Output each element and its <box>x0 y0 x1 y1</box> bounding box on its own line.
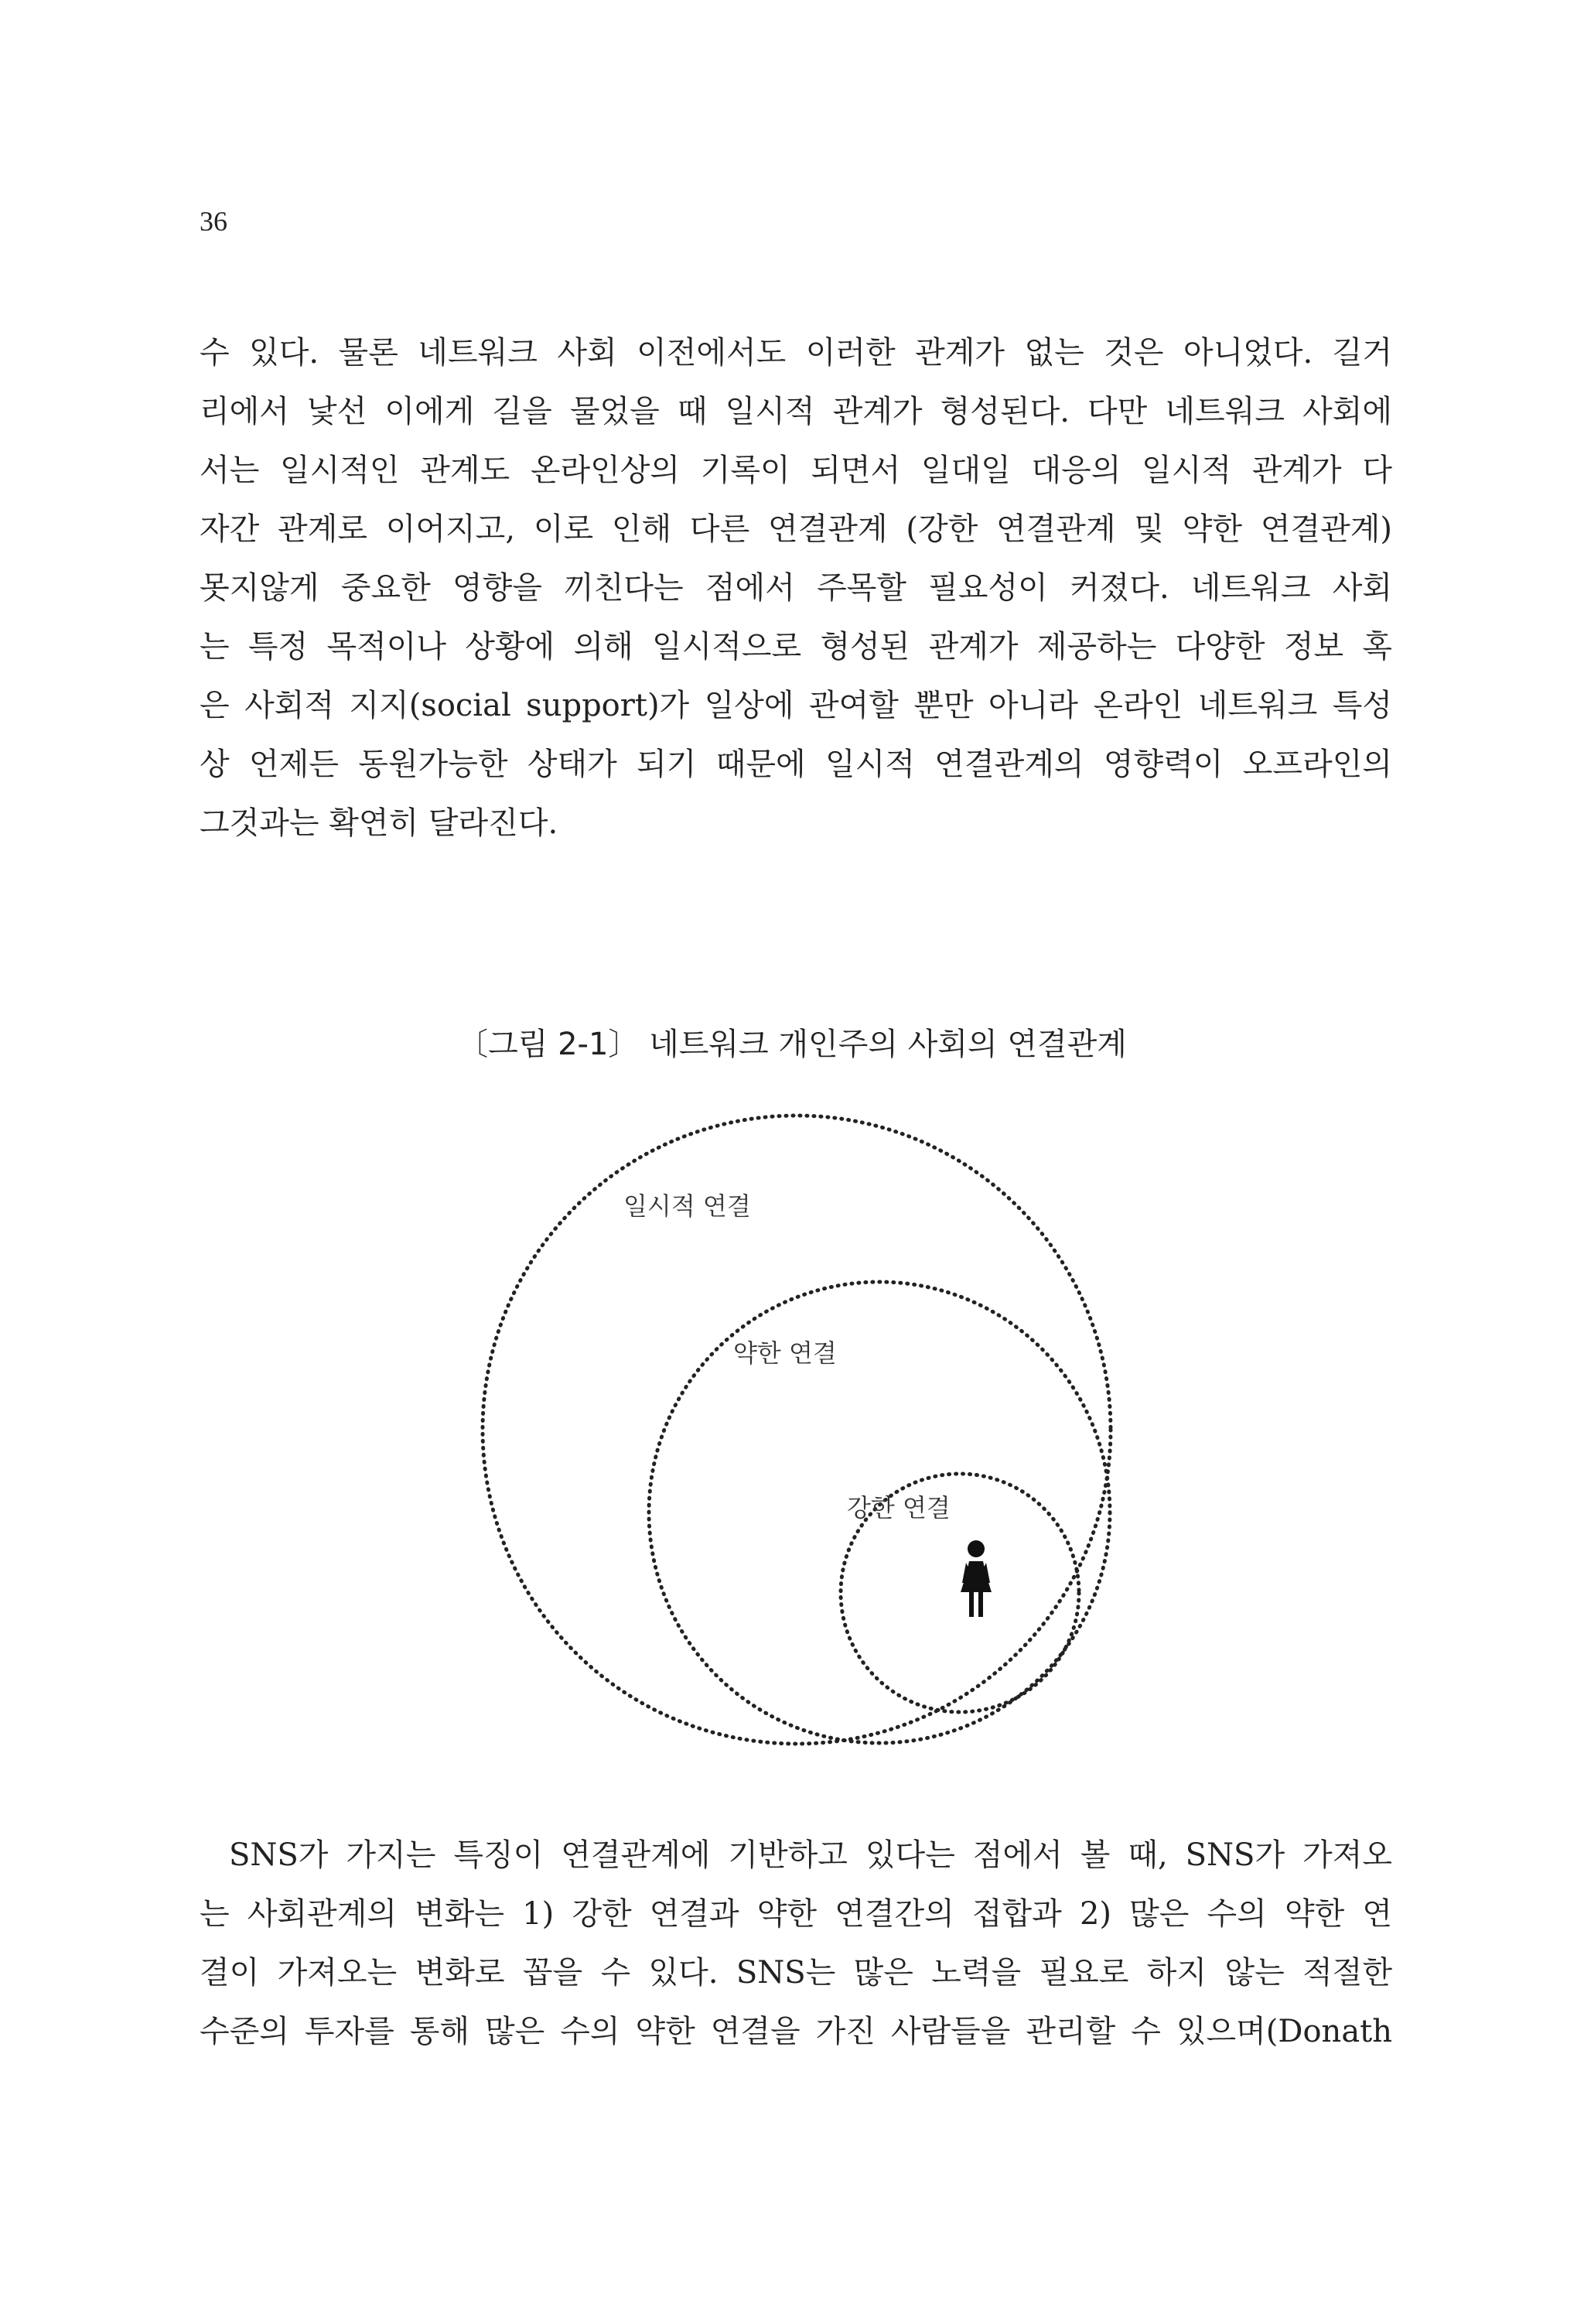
temporary-connection-circle <box>483 1116 1111 1744</box>
body-paragraph-1 <box>200 323 1392 853</box>
text-line: 수준의 투자를 통해 많은 수의 약한 연결을 가진 사람들을 관리할 수 있으며(Donath <box>200 2014 1392 2049</box>
text-line: 그것과는 확연히 달라진다. <box>200 805 558 841</box>
connection-circles-figure <box>480 1106 1145 1756</box>
weak-connection-label: 약한 연결 <box>733 1338 837 1368</box>
text-line: 상 언제든 동원가능한 상태가 되기 때문에 일시적 연결관계의 영향력이 오프라인의 <box>200 747 1392 782</box>
body-paragraph-2 <box>200 1826 1392 2061</box>
text-line: 서는 일시적인 관계도 온라인상의 기록이 되면서 일대일 대응의 일시적 관계가 다 <box>200 453 1392 488</box>
text-line: SNS가 가지는 특징이 연결관계에 기반하고 있다는 점에서 볼 때, SNS가 가져오 <box>229 1837 1392 1873</box>
text-line: 결이 가져오는 변화로 꼽을 수 있다. SNS는 많은 노력을 필요로 하지 않는 적절한 <box>200 1955 1392 1991</box>
text-line: 리에서 낯선 이에게 길을 물었을 때 일시적 관계가 형성된다. 다만 네트워크 사회에 <box>200 394 1392 429</box>
text-line: 수 있다. 물론 네트워크 사회 이전에서도 이러한 관계가 없는 것은 아니었다. 길거 <box>200 335 1392 371</box>
text-line: 자간 관계로 이어지고, 이로 인해 다른 연결관계 (강한 연결관계 및 약한 연결관계) <box>200 511 1392 547</box>
person-icon <box>961 1540 992 1617</box>
connection-circles-diagram <box>480 1106 1145 1756</box>
page-number: 36 <box>200 206 227 237</box>
text-line: 은 사회적 지지(social support)가 일상에 관여할 뿐만 아니라 온라인 네트워크 특성 <box>200 688 1392 723</box>
figure-caption: 〔그림 2-1〕 네트워크 개인주의 사회의 연결관계 <box>457 1027 1127 1062</box>
text-line: 는 특정 목적이나 상황에 의해 일시적으로 형성된 관계가 제공하는 다양한 정보 혹 <box>200 629 1392 665</box>
text-line: 못지않게 중요한 영향을 끼친다는 점에서 주목할 필요성이 커졌다. 네트워크 사회 <box>200 570 1392 606</box>
temporary-connection-label: 일시적 연결 <box>623 1191 751 1221</box>
text-line: 는 사회관계의 변화는 1) 강한 연결과 약한 연결간의 접합과 2) 많은 수의 약한 연 <box>200 1896 1392 1932</box>
strong-connection-label: 강한 연결 <box>847 1493 951 1523</box>
